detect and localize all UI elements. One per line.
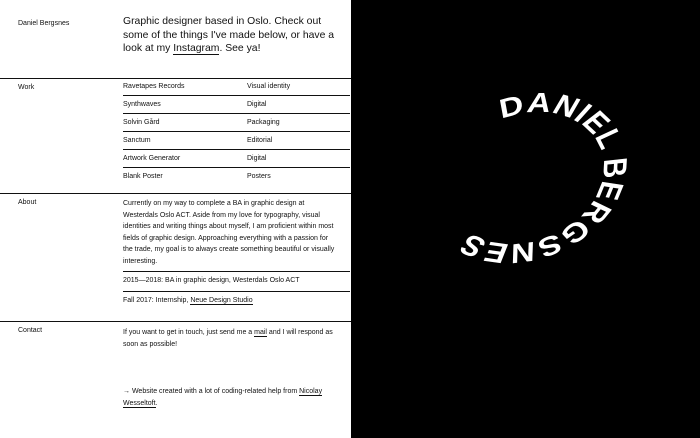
about-text: Currently on my way to complete a BA in graphic design at Westerdals Oslo ACT. Aside from my love for typography, visual identities and writing things about myself, I am proficient within most fields of graphic design. Approaching everything with a passion for the trade, my goal is to always create something beautiful or visually interesting. [123,200,335,265]
logo-text-path: DANIEL BERGSNES [452,87,634,270]
work-title: Solvin Gård [123,119,160,126]
work-title: Blank Poster [123,173,163,180]
education-item: 2015—2018: BA in graphic design, Westerdals Oslo ACT [123,277,300,284]
divider [0,193,351,194]
circular-logo [351,0,700,438]
work-row[interactable] [123,168,350,186]
intro-before: Graphic designer based in Oslo. Check out some of the things I've made below, or have a look at my [123,16,335,55]
work-title: Synthwaves [123,101,161,108]
nicolay-wesseltoft-link[interactable]: Nicolay Wesseltoft [123,388,323,407]
site-name[interactable]: Daniel Bergsnes [18,20,70,27]
divider [123,271,350,272]
instagram-link[interactable]: Instagram [173,43,220,55]
credit-text [123,386,338,409]
work-category: Packaging [247,119,280,126]
internship-before: Fall 2017: Internship, [123,297,191,304]
work-category: Posters [247,173,271,180]
work-row[interactable] [123,78,350,96]
logo-text [403,55,661,294]
divider [123,291,350,292]
work-title: Sanctum [123,137,151,144]
credit-before: → Website created with a lot of coding-related help from [123,388,300,395]
section-label-about: About [18,199,37,206]
work-row[interactable] [123,150,350,168]
work-row[interactable] [123,132,350,150]
work-row[interactable] [123,114,350,132]
internship-item [123,297,350,304]
section-label-contact: Contact [18,327,43,334]
work-row[interactable] [123,96,350,114]
work-list [123,78,350,186]
mail-link[interactable]: mail [254,329,267,336]
intro-text [123,15,345,56]
work-category: Digital [247,155,267,162]
work-title: Artwork Generator [123,155,181,162]
contact-after: and I will respond as soon as possible! [123,329,333,348]
work-category: Digital [247,101,267,108]
neue-design-studio-link[interactable]: Neue Design Studio [190,297,253,304]
logo-panel [351,0,700,438]
work-category: Visual identity [247,83,291,90]
divider [0,321,351,322]
section-label-work: Work [18,84,35,91]
intro-after: . See ya! [219,43,261,55]
work-title: Ravetapes Records [123,83,185,90]
contact-text [123,327,338,350]
contact-before: If you want to get in touch, just send me a [123,329,255,336]
work-category: Editorial [247,137,273,144]
credit-after: . [155,399,158,407]
